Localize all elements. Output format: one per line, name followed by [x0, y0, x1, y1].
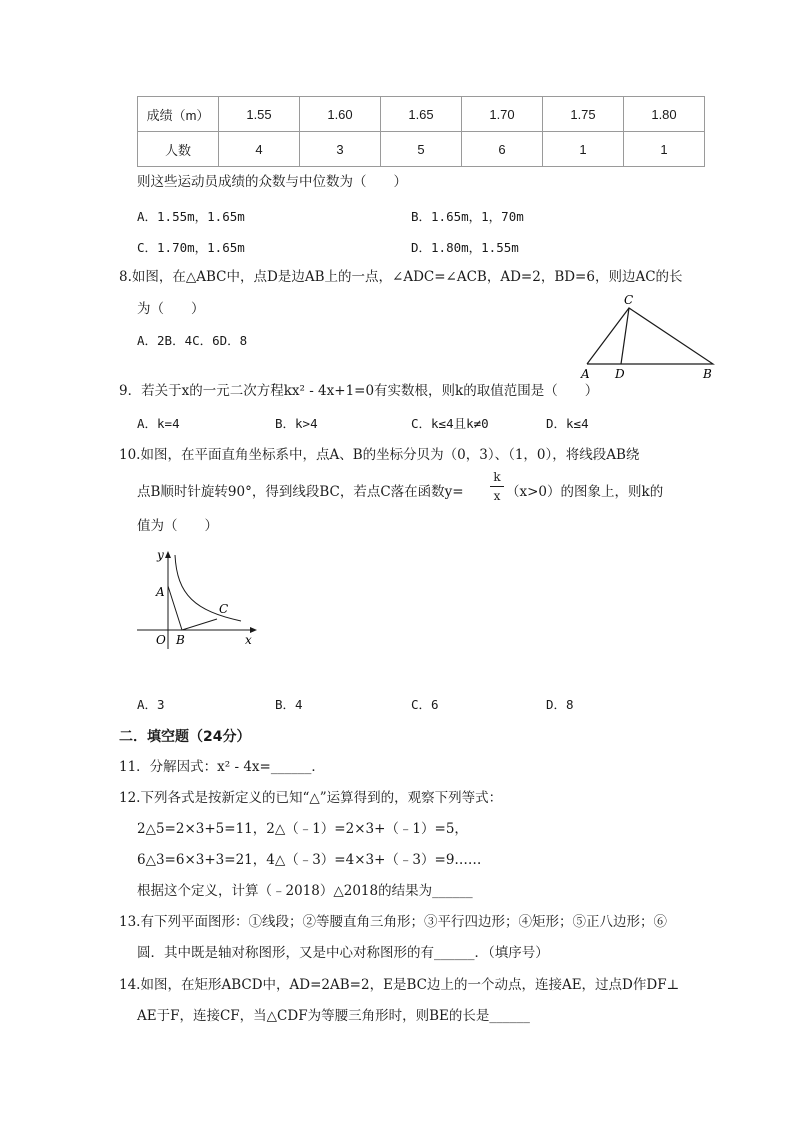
table-cell: 1.80	[624, 97, 705, 132]
q12-line2: 2△5=2×3+5=11，2△（﹣1）=2×3+（﹣1）=5，	[137, 821, 468, 837]
q10-fraction-denominator: x	[493, 489, 501, 503]
table-cell: 1	[624, 132, 705, 167]
q7-option-d: D．1.80m，1.55m	[411, 240, 519, 255]
segments-ab-bc	[168, 586, 217, 630]
label-a: A	[156, 585, 165, 599]
q7-option-c: C．1.70m，1.65m	[137, 240, 245, 255]
table-cell: 1.60	[300, 97, 381, 132]
q10-option-b: B．4	[275, 697, 303, 712]
table-row-label: 人数	[138, 132, 219, 167]
table-header-label: 成绩（m）	[138, 97, 219, 132]
q10-fraction-bar	[490, 486, 504, 487]
q10-option-a: A．3	[137, 697, 165, 712]
label-y: y	[157, 548, 164, 562]
q9-option-a: A．k=4	[137, 416, 180, 431]
q9-option-d: D．k≤4	[546, 416, 589, 431]
table-cell: 6	[462, 132, 543, 167]
q12-line1: 12.下列各式是按新定义的已知“△”运算得到的，观察下列等式：	[119, 790, 503, 806]
label-d: D	[615, 367, 625, 381]
table-cell: 5	[381, 132, 462, 167]
q7-option-b: B．1.65m，1，70m	[411, 209, 524, 224]
table-header-row	[138, 97, 705, 132]
q8-line1: 8.如图，在△ABC中，点D是边AB上的一点，∠ADC=∠ACB，AD=2，BD=6，则边AC的长	[119, 269, 683, 285]
table-cell: 1	[543, 132, 624, 167]
table-cell: 1.65	[381, 97, 462, 132]
q10-line2-a: 点B顺时针旋转90°，得到线段BC，若点C落在函数y=	[137, 484, 464, 500]
label-c: C	[219, 602, 229, 616]
q13-line1: 13.有下列平面图形：①线段；②等腰直角三角形；③平行四边形；④矩形；⑤正八边形；⑥	[119, 914, 667, 930]
q8-options: A．2B．4C．6D．8	[137, 333, 248, 348]
q7-option-a: A．1.55m，1.65m	[137, 209, 245, 224]
table-row	[138, 132, 705, 167]
label-x: x	[245, 633, 252, 647]
q8-line2: 为（ ）	[137, 301, 205, 317]
y-axis-arrow-icon	[165, 551, 171, 558]
q14-line2: AE于F，连接CF，当△CDF为等腰三角形时，则BE的长是______	[137, 1008, 530, 1024]
q10-option-c: C．6	[411, 697, 439, 712]
table-cell: 4	[219, 132, 300, 167]
table-cell: 1.70	[462, 97, 543, 132]
label-a: A	[581, 367, 590, 381]
table-cell: 1.75	[543, 97, 624, 132]
q10-line1: 10.如图，在平面直角坐标系中，点A、B的坐标分贝为（0，3）、（1，0），将线段AB绕	[119, 447, 640, 463]
q10-option-d: D．8	[546, 697, 574, 712]
q10-line3: 值为（ ）	[137, 518, 218, 534]
q12-line4: 根据这个定义，计算（﹣2018）△2018的结果为______	[137, 883, 473, 899]
label-c: C	[624, 293, 634, 307]
table-cell: 3	[300, 132, 381, 167]
triangle-abc	[587, 308, 713, 364]
q8-triangle-figure	[575, 290, 720, 382]
label-b: B	[703, 367, 712, 381]
q7-stem: 则这些运动员成绩的众数与中位数为（ ）	[137, 174, 407, 190]
q10-fraction-numerator: k	[493, 470, 501, 484]
q9-stem: 9．若关于x的一元二次方程kx² - 4x+1=0有实数根，则k的取值范围是（ ）	[119, 383, 599, 399]
q10-coordinate-figure	[135, 545, 260, 650]
label-b: B	[176, 633, 185, 647]
q9-option-b: B．k>4	[275, 416, 318, 431]
q9-option-c: C．k≤4且k≠0	[411, 416, 489, 431]
label-o: O	[156, 633, 166, 647]
scores-table	[137, 96, 705, 167]
q13-line2: 圆．其中既是轴对称图形，又是中心对称图形的有______．（填序号）	[137, 945, 549, 961]
q11-text: 11．分解因式：x² - 4x=______．	[119, 759, 325, 775]
section2-title: 二．填空题（24分）	[119, 729, 251, 745]
q10-line2-b: （x>0）的图象上，则k的	[506, 484, 664, 500]
q12-line3: 6△3=6×3+3=21，4△（﹣3）=4×3+（﹣3）=9……	[137, 852, 482, 868]
table-cell: 1.55	[219, 97, 300, 132]
q14-line1: 14.如图，在矩形ABCD中，AD=2AB=2，E是BC边上的一个动点，连接AE，过点D作DF⊥	[119, 977, 680, 993]
hyperbola-curve	[175, 555, 241, 621]
